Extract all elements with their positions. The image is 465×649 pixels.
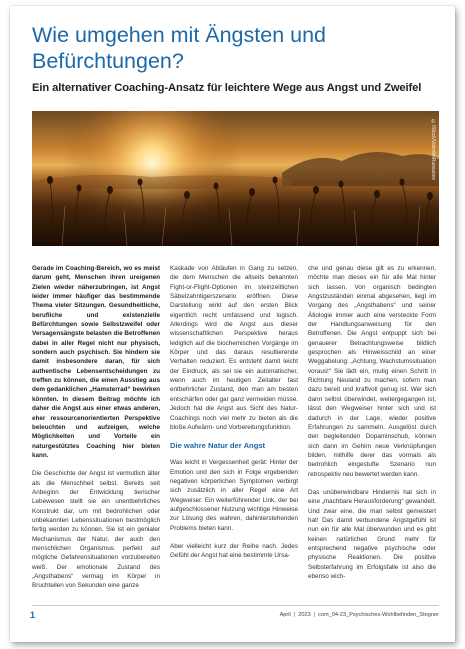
article-title: Wie umgehen mit Ängsten und Befürchtungen? (32, 23, 326, 73)
body-paragraph: Was leicht in Vergessenheit gerät: Hinter der Emotion und den sich in Folge ergebenden negativen körperlichen Symptomen verbirgt sich zusätzlich in aller Regel eine Art Wegweiser. Ein weiterführender Link, der bei aufgeschlossener Nutzung wichtige Hinweise zur Lösung des wahren, dahinterstehenden Problems bieten kann. (170, 459, 298, 532)
sunset-meadow-image (32, 111, 439, 246)
body-paragraph: Kaskade von Abläufen in Gang zu setzen, die dem Menschen die allseits bekannten Fight-or-Flight-Optionen im steinzeitlichen Säbelzahntigerszenario eröffnen. Diese Darstellung wirkt auf den ersten Blick eigentlich recht umfassend und logisch. Allerdings wird die Angst aus dieser wissenschaftlichen Perspektive heraus lediglich auf die biochemischen Vorgänge im Körper und das daraus resultierende Verhalten reduziert. Es entsteht damit leicht der Eindruck, als sei sie ein automatischer, wenn auch im heutigen Zeitalter fast entbehrlicher Zustand, den man am besten entschärfen oder gar ganz vermeiden müsse. Jedoch hat die Angst aus Sicht des Natur-Coachings noch viel mehr zu bieten als die bloße Aufwärm- und Vorbereitungsfunktion. (170, 265, 298, 431)
intro-paragraph: Gerade im Coaching-Bereich, wo es meist darum geht, Menschen ihren ureigenen Zielen wieder näherzubringen, ist Angst leider immer häufiger das bestimmende Thema vieler Sitzungen. Gesundheitliche, berufliche und existenzielle Befürchtungen sowie Selbstzweifel oder Versagensängste belasten die Betroffenen dabei in aller Regel nicht nur physisch, sondern auch psychisch. Sie hindern sie damit insbesondere daran, für sich authentische Lebensentscheidungen zu treffen zu können, die einen Ausstieg aus dem gedanklichen „Hamsterrad“ bewirken könnten. In diesem Beitrag möchte ich daher die Angst aus einer etwas anderen, eher ressourcenorientierten Perspektive beleuchten und aufzeigen, welche Möglichkeiten und Vorteile ein naturgestütztes Coaching hier bieten kann. (32, 265, 160, 459)
article-subtitle: Ein alternativer Coaching-Ansatz für leichtere Wege aus Angst und Zweifel (32, 82, 422, 94)
body-paragraph: Das unüberwindbare Hindernis hat sich in eine „machbare Herausforderung“ gewandelt. Und zwar eine, die man selbst gemeistert hat! Das damit verbundene Angstgefühl ist nun ein für alle Mal überwunden und es gibt keinen natürlichen Grund mehr für entsprechend negative psychische oder physische Reaktionen. Die positive Selbsterfahrung im Erfolgsfalle ist also die ebenso wich- (308, 488, 437, 580)
footer-divider (32, 605, 439, 606)
body-paragraph: Aber vielleicht kurz der Reihe nach. Jedes Gefühl der Angst hat eine bestimmte Ursa- (170, 542, 298, 560)
article-page (10, 6, 455, 642)
footer-year: 2023 (298, 612, 311, 618)
text-column-2 (170, 264, 298, 570)
section-heading: Die wahre Natur der Angst (170, 441, 266, 451)
body-paragraph: Die Geschichte der Angst ist vermutlich älter als die Menschheit selbst. Bereits seit Anbeginn der Entwicklung tierischer Lebewesen stellt sie ein unentbehrliches Konstrukt dar, um mit bedrohlichen oder unbekannten Lebenssituationen bestmöglich fertig werden zu können. Sie ist ein genialer Mechanismus der Natur, der auch den menschlichen Organismus perfekt auf mögliche Gefahrensituationen vorzubereiten weiß. Der emotionale Zustand des „Angsthabens“ vermag im Körper in Bruchteilen von Sekunden eine ganze (32, 470, 160, 590)
body-paragraph: che und genau diese gilt es zu erkennen, möchte man dieses ein für alle Mal hinter sich lassen. Von organisch bedingten Angstzuständen einmal abgesehen, liegt im Vorgang des „Angsthabens“ und seiner Ätiologie immer auch eine versteckte Form der Handlungsanweisung für den Betroffenen. Die Angst entpuppt sich bei genauerer Betrachtungsweise bildlich gesprochen als Hinweisschild an einer Weggabelung: „Achtung, Wachstumssituation voraus!“ Sie lädt ein, mutig einen Schritt in Richtung Neuland zu machen, sofern man dazu bereit und kraftvoll genug ist. Wer sich dann selbst überwindet, weitergegangen ist, lässt den Wegweiser hinter sich und ist dadurch in der Lage, wieder positive Erfahrungen zu sammeln. Ausgelöst durch den begleitenden Dopaminschub, können sich dann im Gehirn neue Verknüpfungen bilden, mithilfe derer das vormals als bedrohlich eingestufte Szenario nun retrospektiv neu bewertet werden kann. (308, 265, 437, 478)
page-number: 1 (30, 610, 36, 620)
footer-filename: com_04-23_Psychisches-Wohlbefinden_Stegner (318, 612, 439, 618)
header-photo (32, 111, 439, 246)
footer-meta: April | 2023 | com_04-23_Psychisches-Wohlbefinden_Stegner (279, 612, 439, 618)
text-column-1 (32, 264, 160, 600)
photo-credit: ©iStock/ValentinRussanov (430, 119, 436, 180)
footer-month: April (279, 612, 291, 618)
text-column-3 (308, 264, 436, 590)
